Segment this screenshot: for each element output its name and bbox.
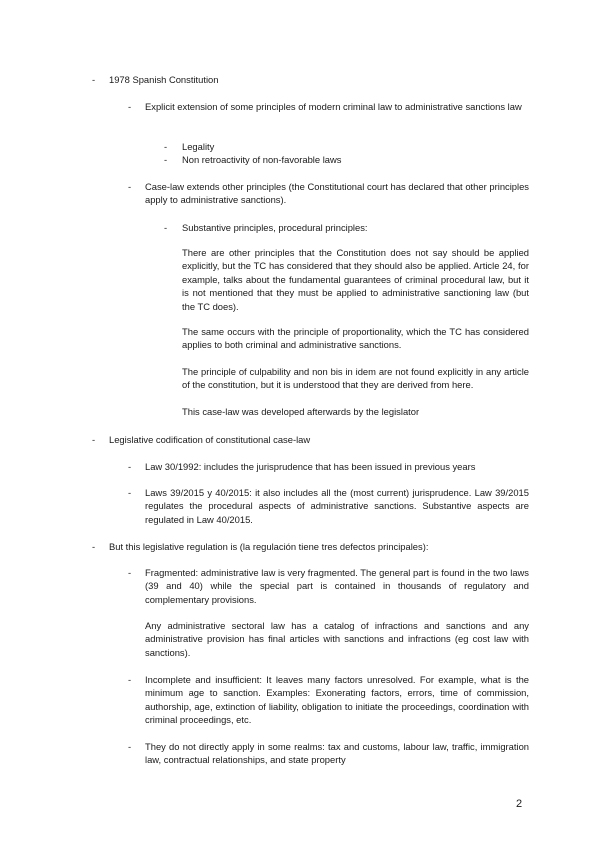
bullet-dash: -	[164, 141, 168, 152]
bullet-dash: -	[128, 181, 132, 192]
list-item: Legality	[182, 141, 215, 152]
paragraph: Any administrative sectoral law has a catalog of infractions and sanctions and any administrative provision has final articles with sanctions and infractions (eg cost law with sanctions).	[145, 620, 529, 658]
list-item: Fragmented: administrative law is very fragmented. The general part is found in the two laws (39 and 40) while the special part is contained in thousands of regulatory and complementary provisions.	[145, 567, 529, 605]
bullet-dash: -	[128, 741, 132, 752]
bullet-dash: -	[128, 567, 132, 578]
bullet-dash: -	[92, 434, 96, 445]
section-heading: Legislative codification of constitutional case-law	[109, 434, 311, 445]
paragraph: The principle of culpability and non bis in idem are not found explicitly in any article of the constitution, but it is understood that they are derived from here.	[182, 366, 529, 391]
list-item: Case-law extends other principles (the Constitutional court has declared that other principles apply to administrative sanctions).	[145, 181, 529, 206]
list-item: Laws 39/2015 y 40/2015: it also includes all the (most current) jurisprudence. Law 39/2015 regulates the procedural aspects of administrative sanctions. Substantive aspects are regulated in Law 40/2015.	[145, 487, 529, 525]
list-item: They do not directly apply in some realms: tax and customs, labour law, traffic, immigration law, contractual relationships, and state property	[145, 741, 529, 766]
paragraph: This case-law was developed afterwards by the legislator	[182, 406, 420, 417]
bullet-dash: -	[164, 222, 168, 233]
page-number: 2	[516, 798, 523, 810]
bullet-dash: -	[128, 674, 132, 685]
list-item: Explicit extension of some principles of modern criminal law to administrative sanctions law	[145, 101, 522, 112]
list-item: Law 30/1992: includes the jurisprudence that has been issued in previous years	[145, 461, 476, 472]
section-heading: But this legislative regulation is (la regulación tiene tres defectos principales):	[109, 541, 429, 552]
bullet-dash: -	[164, 154, 168, 165]
section-heading: 1978 Spanish Constitution	[109, 74, 219, 85]
bullet-dash: -	[128, 101, 132, 112]
bullet-dash: -	[92, 74, 96, 85]
bullet-dash: -	[128, 461, 132, 472]
paragraph: The same occurs with the principle of proportionality, which the TC has considered applies to both criminal and administrative sanctions.	[182, 326, 529, 351]
list-item: Substantive principles, procedural principles:	[182, 222, 368, 233]
list-item: Incomplete and insufficient: It leaves many factors unresolved. For example, what is the minimum age to sanction. Examples: Exonerating factors, errors, time of commission, authorship, age, extinction of liability, obligation to initiate the proceedings, coordination with criminal proceedings, etc.	[145, 674, 529, 726]
list-item: Non retroactivity of non-favorable laws	[182, 154, 342, 165]
paragraph: There are other principles that the Constitution does not say should be applied explicitly, but the TC has considered that they should also be applied. Article 24, for example, talks about the fundamental guarantees of criminal procedural law, but it is not mentioned that they must be applied to administrative sanctioning law (but the TC does).	[182, 247, 529, 312]
bullet-dash: -	[128, 487, 132, 498]
bullet-dash: -	[92, 541, 96, 552]
